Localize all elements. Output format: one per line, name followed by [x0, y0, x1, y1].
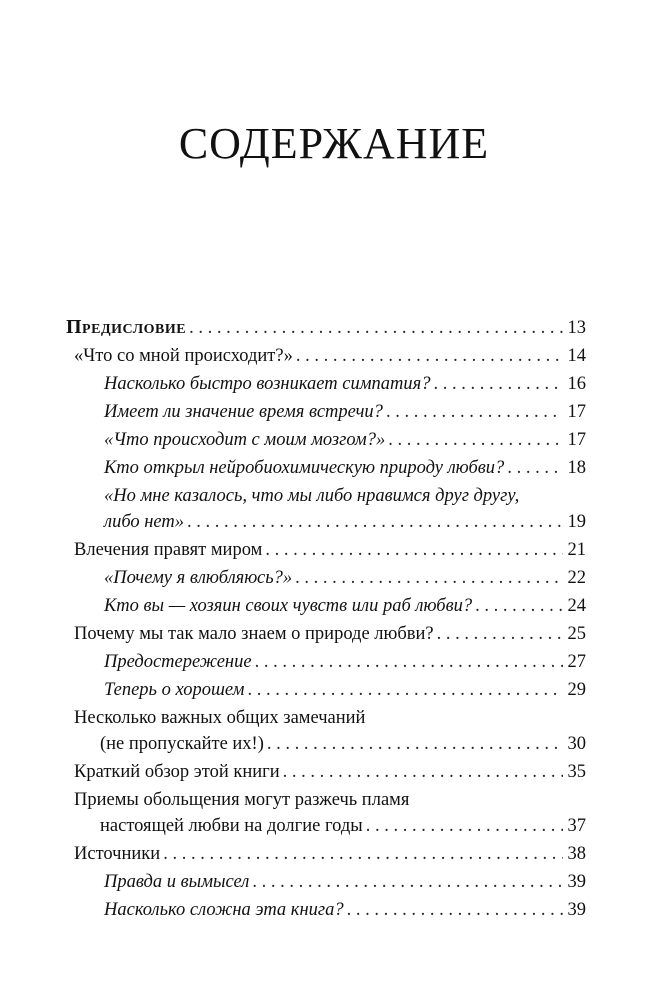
table-of-contents — [66, 314, 586, 923]
dot-leader — [252, 869, 563, 895]
toc-entry-title: Насколько быстро возникает симпатия? — [104, 374, 431, 394]
toc-page-number: 25 — [567, 624, 586, 644]
toc-entry-title: «Что со мной происходит?» — [74, 346, 293, 366]
dot-leader — [295, 565, 563, 591]
toc-page-number: 22 — [567, 568, 586, 588]
dot-leader — [255, 649, 563, 675]
toc-entry-title-line: Приемы обольщения могут разжечь пламя — [74, 790, 410, 810]
toc-entry-title-line: «Но мне казалось, что мы либо нравимся друг другу, — [104, 486, 520, 506]
toc-entry-title: Влечения правят миром — [74, 540, 263, 560]
dot-leader — [388, 427, 563, 453]
toc-page-number: 19 — [567, 512, 586, 532]
dot-leader — [163, 841, 563, 867]
toc-entry-title: Теперь о хорошем — [104, 680, 245, 700]
toc-entry-title: Кто вы — хозяин своих чувств или раб любви? — [104, 596, 473, 616]
toc-page-number: 14 — [567, 346, 586, 366]
toc-entry[interactable] — [66, 677, 586, 703]
toc-page-number: 27 — [567, 652, 586, 672]
toc-page-number: 13 — [567, 318, 586, 338]
toc-page-number: 17 — [567, 402, 586, 422]
dot-leader — [283, 759, 563, 785]
toc-entry-title-line: настоящей любви на долгие годы — [100, 816, 363, 836]
toc-entry-title: Почему мы так мало знаем о природе любви? — [74, 624, 434, 644]
toc-entry[interactable] — [66, 537, 586, 563]
toc-entry[interactable] — [66, 841, 586, 867]
dot-leader — [433, 371, 563, 397]
toc-entry-title-line: Несколько важных общих замечаний — [74, 708, 366, 728]
toc-entry-title: Правда и вымысел — [104, 872, 250, 892]
toc-entry[interactable] — [66, 621, 586, 647]
page-title: СОДЕРЖАНИЕ — [178, 119, 490, 168]
toc-entry-title: «Почему я влюбляюсь?» — [104, 568, 293, 588]
toc-entry[interactable] — [66, 399, 586, 425]
dot-leader — [267, 731, 563, 757]
dot-leader — [366, 813, 563, 839]
dot-leader — [507, 455, 563, 481]
toc-page-number: 39 — [567, 872, 586, 892]
toc-entry-title-line: либо нет» — [104, 512, 185, 532]
toc-page-number: 24 — [567, 596, 586, 616]
toc-entry-title: Предостережение — [104, 652, 252, 672]
toc-entry-title: Кто открыл нейробиохимическую природу любви? — [104, 458, 505, 478]
toc-page-number: 16 — [567, 374, 586, 394]
toc-entry[interactable] — [66, 343, 586, 369]
toc-entry[interactable] — [66, 593, 586, 619]
toc-page-number: 39 — [567, 900, 586, 920]
toc-entry[interactable] — [66, 787, 586, 839]
toc-entry[interactable] — [66, 483, 586, 535]
toc-entry[interactable] — [66, 455, 586, 481]
toc-entry[interactable] — [66, 371, 586, 397]
dot-leader — [265, 537, 563, 563]
toc-entry-title-line: (не пропускайте их!) — [100, 734, 264, 754]
toc-entry-title: Имеет ли значение время встречи? — [104, 402, 383, 422]
dot-leader — [296, 343, 563, 369]
dot-leader — [475, 593, 563, 619]
toc-entry-title: «Что происходит с моим мозгом?» — [104, 430, 386, 450]
toc-entry-preface[interactable] — [66, 314, 586, 341]
dot-leader — [437, 621, 563, 647]
toc-page-number: 37 — [567, 816, 586, 836]
toc-page-number: 29 — [567, 680, 586, 700]
dot-leader — [247, 677, 563, 703]
toc-entry[interactable] — [66, 565, 586, 591]
toc-entry[interactable] — [66, 897, 586, 923]
toc-page-number: 38 — [567, 844, 586, 864]
dot-leader — [386, 399, 563, 425]
toc-page-number: 35 — [567, 762, 586, 782]
toc-entry[interactable] — [66, 705, 586, 757]
toc-page-number: 30 — [567, 734, 586, 754]
toc-entry[interactable] — [66, 649, 586, 675]
toc-entry[interactable] — [66, 759, 586, 785]
toc-entry[interactable] — [66, 427, 586, 453]
toc-page-number: 18 — [567, 458, 586, 478]
toc-entry-title: Краткий обзор этой книги — [74, 762, 280, 782]
dot-leader — [347, 897, 563, 923]
toc-entry[interactable] — [66, 869, 586, 895]
toc-page-number: 17 — [567, 430, 586, 450]
toc-entry-title: Источники — [74, 844, 161, 864]
toc-entry-title: Предисловие — [66, 316, 187, 338]
toc-page-number: 21 — [567, 540, 586, 560]
dot-leader — [189, 315, 563, 341]
dot-leader — [187, 509, 563, 535]
toc-entry-title: Насколько сложна эта книга? — [104, 900, 344, 920]
